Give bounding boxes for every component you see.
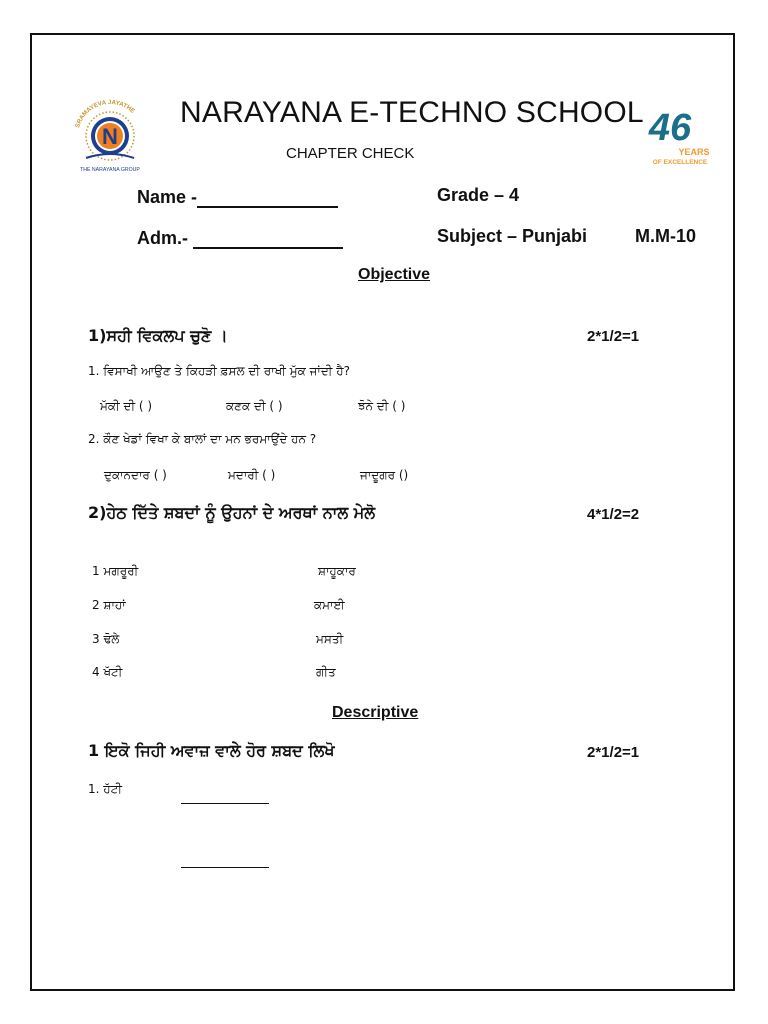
match-right-4: ਗੀਤ — [316, 665, 336, 679]
q1-marks: 2*1/2=1 — [587, 328, 640, 345]
grade-label: Grade – 4 — [437, 185, 520, 205]
school-name: NARAYANA E-TECHNO SCHOOL — [180, 96, 644, 129]
match-left-2: 2 ਸ਼ਾਹਾਂ — [92, 598, 126, 612]
name-field — [137, 185, 338, 208]
q1-item-1-option-3[interactable]: ਝੋਨੇ ਦੀ ( ) — [358, 399, 406, 413]
adm-blank[interactable] — [193, 226, 343, 249]
q1-item-1-option-1[interactable]: ਮੱਕੀ ਦੀ ( ) — [100, 399, 153, 413]
match-left-1: 1 ਮਗਰੂਰੀ — [92, 564, 139, 578]
q2-title: 2)ਹੇਠ ਦਿੱਤੇ ਸ਼ਬਦਾਂ ਨੂੰ ਉਹਨਾਂ ਦੇ ਅਰਥਾਂ ਨਾਲ ਮੇਲੋ — [88, 503, 376, 522]
max-marks: M.M-10 — [635, 226, 697, 246]
match-right-3: ਮਸਤੀ — [316, 632, 344, 646]
svg-text:N: N — [102, 124, 118, 149]
document-subtitle: CHAPTER CHECK — [286, 145, 415, 162]
descriptive-q1-item-1: 1. ਹੱਟੀ — [88, 782, 122, 796]
adm-label: Adm.- — [137, 228, 188, 248]
descriptive-q1-title: 1 ਇਕੋ ਜਿਹੀ ਅਵਾਜ਼ ਵਾਲੇ ਹੋਰ ਸ਼ਬਦ ਲਿਖੋ — [88, 741, 335, 760]
adm-field — [137, 226, 343, 249]
subject-label: Subject – Punjabi — [437, 226, 588, 246]
q1-item-2-question: 2. ਕੌਣ ਖੇਡਾਂ ਵਿਖਾ ਕੇ ਬਾਲਾਂ ਦਾ ਮਨ ਭਰਮਾਉਂਦੇ ਹਨ ? — [88, 432, 317, 446]
svg-text:46: 46 — [648, 107, 692, 149]
svg-text:OF EXCELLENCE: OF EXCELLENCE — [652, 159, 708, 166]
46-years-logo — [640, 100, 714, 172]
q1-item-1-question: 1. ਵਿਸਾਖੀ ਆਉਣ ਤੇ ਕਿਹੜੀ ਫ਼ਸਲ ਦੀ ਰਾਖੀ ਮੁੱਕ ਜਾਂਦੀ ਹੈ? — [88, 364, 350, 378]
answer-blank-2[interactable] — [181, 848, 269, 868]
match-left-3: 3 ਢੋਲੇ — [92, 632, 120, 646]
descriptive-heading: Descriptive — [332, 704, 419, 721]
answer-blank-1[interactable] — [181, 784, 269, 804]
name-label: Name - — [137, 187, 198, 207]
match-right-1: ਸ਼ਾਹੂਕਾਰ — [318, 564, 356, 578]
q1-item-2-option-1[interactable]: ਦੁਕਾਨਦਾਰ ( ) — [104, 468, 167, 482]
q1-item-2-option-2[interactable]: ਮਦਾਰੀ ( ) — [228, 468, 276, 482]
match-right-2: ਕਮਾਈ — [314, 598, 345, 612]
descriptive-q1-marks: 2*1/2=1 — [587, 744, 640, 761]
q1-item-1-option-2[interactable]: ਕਣਕ ਦੀ ( ) — [226, 399, 283, 413]
svg-text:THE NARAYANA GROUP: THE NARAYANA GROUP — [80, 167, 140, 173]
svg-text:YEARS: YEARS — [678, 147, 710, 157]
svg-text:SRAMAYEVA JAYATHE: SRAMAYEVA JAYATHE — [74, 98, 137, 129]
narayana-logo — [64, 92, 156, 174]
q2-marks: 4*1/2=2 — [587, 506, 640, 523]
objective-heading: Objective — [358, 266, 431, 283]
q1-item-2-option-3[interactable]: ਜਾਦੂਗਰ () — [360, 468, 409, 482]
match-left-4: 4 ਖੱਟੀ — [92, 665, 123, 679]
q1-title: 1)ਸਹੀ ਵਿਕਲਪ ਚੁਣੋ । — [88, 326, 228, 345]
name-blank[interactable] — [197, 185, 338, 208]
